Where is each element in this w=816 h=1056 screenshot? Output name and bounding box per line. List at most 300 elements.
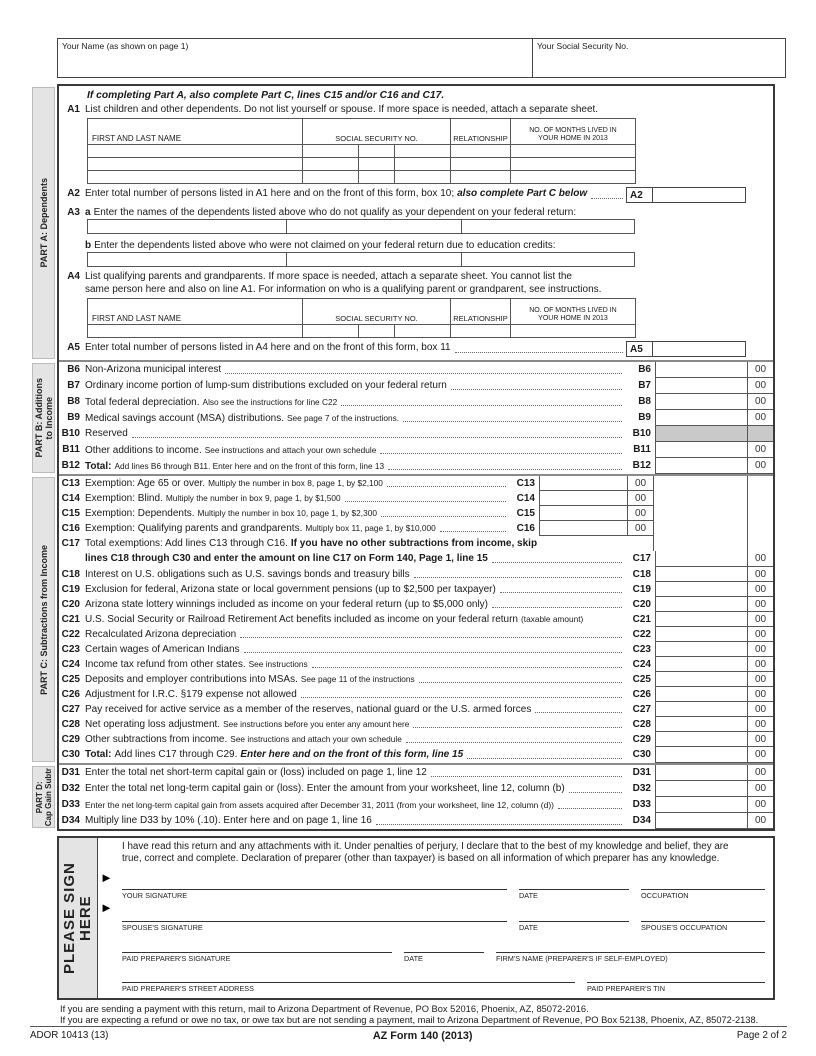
amount-input-c19[interactable] [655,582,747,597]
line-text: Multiply line D33 by 10% (.10). Enter here and on page 1, line 16 [85,815,372,826]
part-b-section [33,360,773,474]
col-header-relationship: RELATIONSHIP [451,119,511,145]
line-number: C18 [61,569,80,580]
row-c22 [59,627,773,642]
cents-label: 00 [747,551,773,567]
signature-row-4: PAID PREPARER'S STREET ADDRESS PAID PREPARER'S TIN [122,970,765,993]
line-number: A4 [67,271,80,282]
line-text: Reserved [85,428,128,439]
row-c20 [59,597,773,612]
line-ref: C21 [632,614,651,625]
line-text: Medical savings account (MSA) distributions. [85,413,284,424]
row-c28 [59,717,773,732]
cents-label: 00 [627,476,653,491]
line-text: Income tax refund from other states. [85,659,246,670]
row-b6 [59,362,773,378]
preparer-phone-line[interactable] [588,998,765,1000]
dotted-leader [419,672,622,683]
row-c17-line2 [59,551,773,567]
line-text: Arizona state lottery winnings included as income on your federal return (up to $5,000 only) [85,599,489,610]
line-number: B12 [61,460,80,471]
cents-label: 00 [747,410,773,426]
column-spacer [653,506,773,521]
ssn-cell[interactable] [303,158,359,171]
dotted-leader [451,378,622,390]
line-number: C17 [61,538,80,549]
amount-input-c18[interactable] [655,567,747,582]
line-text: same person here and also on line A1. For information on who is a qualifying parent or grandparent, see instructions. [85,284,602,295]
table-row [88,325,636,338]
dependent-name-input[interactable] [462,252,635,267]
amount-input-c28[interactable] [655,717,747,732]
part-a-intro: If completing Part A, also complete Part C, lines C15 and/or C16 and C17. [87,90,445,101]
row-c18 [59,567,773,582]
row-c13 [59,476,773,491]
table-row [88,158,636,171]
a2-entry-box [626,187,746,203]
table-row [88,145,636,158]
column-spacer [653,536,773,551]
line-note: Also see the instructions for line C22 [202,397,338,407]
line-number: D33 [61,799,80,810]
dotted-leader [387,476,506,487]
ssn-cell[interactable] [395,325,451,338]
row-c14 [59,491,773,506]
ssn-cell[interactable] [359,158,395,171]
row-c23 [59,642,773,657]
ssn-cell[interactable] [395,171,451,184]
line-number: B11 [62,444,80,455]
ssn-cell[interactable] [359,171,395,184]
occupation-line[interactable] [641,877,765,890]
line-number: B8 [67,396,80,407]
dotted-leader [225,362,622,374]
line-number: C30 [61,749,80,760]
amount-input-c29[interactable] [655,732,747,747]
your-signature-label: YOUR SIGNATURE [122,891,188,900]
cents-label: 00 [747,597,773,612]
line-text: Interest on U.S. obligations such as U.S. savings bonds and treasury bills [85,569,410,580]
row-d31 [59,765,773,781]
amount-input-c23[interactable] [655,642,747,657]
col-header-months: NO. OF MONTHS LIVED IN YOUR HOME IN 2013 [511,119,636,145]
ssn-cell[interactable] [395,145,451,158]
preparer-tin-line[interactable] [587,970,765,983]
line-text: Adjustment for I.R.C. §179 expense not allowed [85,689,297,700]
line-ref: B8 [638,396,651,407]
dotted-leader [431,765,622,777]
part-b-tab-label: PART B: Additions [33,378,44,458]
cents-label: 00 [747,362,773,378]
amount-input-c26[interactable] [655,687,747,702]
cents-label: 00 [747,378,773,394]
mailing-instructions [60,1004,758,1026]
line-number: C25 [61,674,80,685]
line-ref: C19 [632,584,651,595]
amount-input-c27[interactable] [655,702,747,717]
line-number: C29 [61,734,80,745]
line-text-bold: also complete Part C below [457,188,588,199]
ssn-cell[interactable] [303,325,359,338]
line-text: Exemption: Blind. [85,493,163,504]
cents-label: 00 [747,813,773,829]
footer-bar [30,1026,787,1042]
line-ref: C26 [632,689,651,700]
a3b-entry-row [87,252,635,267]
part-c-tab-label: PART C: Subtractions from Income [38,544,49,695]
cents-label: 00 [747,612,773,627]
line-text: Exemption: Qualifying parents and grandparents. [85,523,303,534]
dotted-leader [492,551,622,563]
line-text: Enter the names of the dependents listed above who do not qualify as your dependent on your federal return: [93,207,577,218]
row-b12 [59,458,773,474]
line-number: A1 [67,104,80,115]
amount-input-b9[interactable] [655,410,747,426]
relationship-cell[interactable] [451,145,511,158]
preparer-city-line[interactable] [122,998,382,1000]
line-note: See instructions before you enter any amount here [223,719,410,729]
line-text: List qualifying parents and grandparents. If more space is needed, attach a separate sheet. You cannot list the [85,271,572,282]
line-ref: C28 [632,719,651,730]
relationship-cell[interactable] [451,171,511,184]
line-ref: C17 [632,553,651,564]
amount-input-b8[interactable] [655,394,747,410]
your-signature-line[interactable] [122,877,507,890]
line-note: See instructions [248,659,308,669]
cents-label: 00 [747,458,773,474]
dotted-leader [376,813,622,825]
line-text: Enter total number of persons listed in A1 here and on the front of this form, box 10; [85,188,455,199]
line-ref: C27 [632,704,651,715]
amount-input-d33[interactable] [655,797,747,813]
line-text-bold: If you have no other subtractions from income, skip [290,538,538,549]
line-text: Enter the total net short-term capital gain or (loss) included on page 1, line 12 [85,767,427,778]
page-indicator: Page 2 of 2 [736,1030,787,1041]
a5-count-input[interactable] [653,342,745,356]
name-field-label: Your Name (as shown on page 1) [62,41,189,51]
line-text: Enter the net long-term capital gain from assets acquired after December 31, 2011 (from your worksheet, line 12, column (d)) [85,800,554,810]
dotted-leader [500,582,622,593]
dotted-leader [406,732,622,743]
line-ref: B9 [638,412,651,423]
cents-label: 00 [747,765,773,781]
cents-label: 00 [747,687,773,702]
row-c16 [59,521,773,536]
line-ref: D31 [632,767,651,778]
line-ref: A2 [627,188,653,202]
row-d34 [59,813,773,829]
line-ref: B12 [632,460,651,471]
dependents-table-a4 [87,298,636,338]
date-line[interactable] [519,877,629,890]
mail-refund-line: If you are expecting a refund or owe no tax, or owe tax but are not sending a payment, mail to Arizona Department of Revenue, PO Box 52138, Phoenix, AZ, 85072-2138. [60,1015,759,1025]
line-text: Exemption: Dependents. [85,508,195,519]
name-field[interactable] [58,39,533,77]
cents-label: 00 [747,747,773,763]
row-c30 [59,747,773,763]
amount-input-c14[interactable] [539,491,627,506]
signature-row-3: PAID PREPARER'S SIGNATURE DATE FIRM'S NAME (PREPARER'S IF SELF-EMPLOYED) [122,940,765,963]
part-a-section [38,86,773,360]
line-ref: D32 [632,783,651,794]
line-text-bold: lines C18 through C30 and enter the amount on line C17 on Form 140, Page 1, line 15 [85,553,488,564]
dependent-name-input[interactable] [87,252,287,267]
amount-input-c25[interactable] [655,672,747,687]
row-b9 [59,410,773,426]
col-header-ssn: SOCIAL SECURITY NO. [303,119,451,145]
cents-label: 00 [747,627,773,642]
line-text: Ordinary income portion of lump-sum distributions excluded on your federal return [85,380,447,391]
please-sign-here-tab [59,838,98,998]
line-text: Enter total number of persons listed in A4 here and on the front of this form, box 11 [85,342,451,353]
amount-input-b6[interactable] [655,362,747,378]
line-note: See instructions and attach your own schedule [230,734,402,744]
line-number: C14 [61,493,80,504]
dependent-name-input[interactable] [462,219,635,234]
amount-input-c13[interactable] [539,476,627,491]
line-ref: C29 [632,734,651,745]
spouse-occupation-line[interactable] [641,909,765,922]
cents-label: 00 [747,781,773,797]
part-b-tab: PART B: Additions to Income [32,363,55,473]
line-ref: C23 [632,644,651,655]
amount-input-c17[interactable] [655,551,747,567]
dotted-leader [414,567,622,578]
line-text: Other subtractions from income. [85,734,228,745]
line-note: Multiply the number in box 10, page 1, by $2,300 [197,508,377,518]
dotted-leader [301,687,622,698]
line-number: B7 [67,380,80,391]
line-number: A3 [67,207,80,218]
dependent-name-input[interactable] [87,219,287,234]
dotted-leader [341,394,622,406]
cents-label: 00 [747,394,773,410]
line-ref: C20 [632,599,651,610]
cents-label: 00 [747,642,773,657]
line-note: See instructions and attach your own schedule [204,445,377,455]
line-ref: D33 [632,799,651,810]
line-note: Multiply the number in box 9, page 1, by $1,500 [165,493,341,503]
ssn-cell[interactable] [303,171,359,184]
amount-input-d34[interactable] [655,813,747,829]
row-c21 [59,612,773,627]
please-sign-here-label: PLEASE SIGN HERE [61,862,94,974]
reserved-block [655,426,747,442]
months-cell[interactable] [511,171,636,184]
part-c-section [38,474,773,763]
part-d-tab: PART D: Cap Gain Subtr [32,766,55,828]
cents-label: 00 [747,672,773,687]
amount-input-b12[interactable] [655,458,747,474]
row-d33 [59,797,773,813]
form-number: ADOR 10413 (13) [30,1030,109,1041]
date-line[interactable] [404,940,484,953]
name-cell[interactable] [88,171,303,184]
name-cell[interactable] [88,158,303,171]
months-cell[interactable] [511,145,636,158]
amount-input-c20[interactable] [655,597,747,612]
dependent-name-input[interactable] [287,252,462,267]
line-ref: C22 [632,629,651,640]
row-a3a [59,206,773,219]
amount-input-b11[interactable] [655,442,747,458]
sign-arrow-icon: ► [100,870,113,885]
line-ref: C30 [632,749,651,760]
line-note: (taxable amount) [521,614,584,624]
line-number: C21 [61,614,80,625]
line-text: Enter the total net long-term capital gain or (loss). Enter the amount from your worksheet, line 12, column (b) [85,783,565,794]
dotted-leader [535,702,622,713]
line-text: List children and other dependents. Do not list yourself or spouse. If more space is needed, attach a separate sheet. [85,104,599,115]
dotted-leader [244,642,622,653]
sub-line-letter: b [85,240,92,251]
line-ref: A5 [627,342,653,356]
line-number: D32 [61,783,80,794]
cents-label: 00 [747,702,773,717]
mail-payment-line: If you are sending a payment with this return, mail to Arizona Department of Revenue, PO Box 52016, Phoenix, AZ, 85072-2016. [60,1004,589,1014]
row-c19 [59,582,773,597]
zip-line[interactable] [486,998,576,1000]
cents-label: 00 [747,582,773,597]
form-title: AZ Form 140 (2013) [372,1030,473,1042]
sub-line-letter: a [85,207,91,218]
name-cell[interactable] [88,145,303,158]
row-c26 [59,687,773,702]
line-text: Exclusion for federal, Arizona state or local government pensions (up to $2,500 per taxpayer) [85,584,496,595]
months-cell[interactable] [511,325,636,338]
row-b10 [59,426,773,442]
dotted-leader [240,627,622,638]
dotted-leader [569,781,622,793]
part-d-section [34,763,773,829]
state-line[interactable] [394,998,474,1000]
dotted-leader [380,442,622,454]
reserved-block [747,426,773,442]
row-a4 [59,270,773,283]
line-text: Net operating loss adjustment. [85,719,221,730]
table-row [88,171,636,184]
line-text-bold: Total: [85,461,112,472]
line-number: A2 [67,188,80,199]
col-header-name: FIRST AND LAST NAME [88,119,303,145]
form-body [33,84,775,831]
amount-input-d31[interactable] [655,765,747,781]
ssn-cell[interactable] [359,325,395,338]
ssn-cell[interactable] [303,145,359,158]
row-a1 [59,103,773,116]
column-spacer [653,491,773,506]
dotted-leader [132,426,622,438]
ssn-field-label: Your Social Security No. [537,41,629,51]
dotted-leader [467,747,622,759]
relationship-cell[interactable] [451,158,511,171]
line-text: Add lines C17 through C29. [114,749,238,760]
ssn-field[interactable] [533,39,785,77]
cents-label: 00 [627,491,653,506]
amount-input-d32[interactable] [655,781,747,797]
line-ref: B6 [638,364,651,375]
amount-input-c24[interactable] [655,657,747,672]
signature-row-1: YOUR SIGNATURE DATE OCCUPATION [122,877,765,900]
preparer-street-line[interactable] [122,970,575,983]
date-line[interactable] [519,909,629,922]
line-text: Total exemptions: Add lines C13 through C16. [85,538,288,549]
row-a4-cont [59,283,773,296]
line-number: C23 [61,644,80,655]
dotted-leader [312,657,622,668]
line-number: B6 [67,364,80,375]
col-header-name: FIRST AND LAST NAME [88,299,303,325]
col-header-ssn: SOCIAL SECURITY NO. [303,299,451,325]
line-number: C15 [61,508,80,519]
amount-input-b7[interactable] [655,378,747,394]
row-c15 [59,506,773,521]
dotted-leader [455,340,623,353]
line-text: Total federal depreciation. [85,397,200,408]
line-number: A5 [67,342,80,353]
dotted-leader [440,521,506,532]
ssn-cell[interactable] [395,158,451,171]
signature-section [57,836,775,1000]
row-b7 [59,378,773,394]
line-number: C26 [61,689,80,700]
dotted-leader [413,717,622,728]
cents-label: 00 [627,521,653,536]
amount-input-c16[interactable] [539,521,627,536]
line-ref: C14 [516,493,535,504]
sign-arrow-icon: ► [100,900,113,915]
taxpayer-header-box [57,38,786,78]
a2-count-input[interactable] [653,188,745,202]
line-number: D34 [61,815,80,826]
months-cell[interactable] [511,158,636,171]
line-text: Enter the dependents listed above who were not claimed on your federal return due to education credits: [94,240,556,251]
line-note: Multiply box 11, page 1, by $10,000 [305,523,436,533]
line-ref: C24 [632,659,651,670]
spouse-signature-line[interactable] [122,909,507,922]
amount-input-c30[interactable] [655,747,747,763]
line-number: C27 [61,704,80,715]
name-cell[interactable] [88,325,303,338]
line-text: Exemption: Age 65 or over. [85,478,206,489]
dotted-leader [558,797,622,809]
row-c25 [59,672,773,687]
line-note: See page 11 of the instructions [300,674,415,684]
amount-input-c15[interactable] [539,506,627,521]
line-ref: D34 [632,815,651,826]
firm-name-line[interactable] [496,940,765,953]
ssn-cell[interactable] [359,145,395,158]
line-number: C13 [61,478,80,489]
dotted-leader [591,186,623,199]
cents-label: 00 [627,506,653,521]
dependent-name-input[interactable] [287,219,462,234]
amount-input-c22[interactable] [655,627,747,642]
perjury-declaration: I have read this return and any attachments with it. Under penalties of perjury, I declare that to the best of my knowledge and belief, they are true, correct and complete. Declaration of preparer (other than taxpayer) is based on all information of which preparer has any knowledge. [122,841,729,864]
arrow-column [98,838,122,998]
amount-input-c21[interactable] [655,612,747,627]
line-number: C20 [61,599,80,610]
row-b8 [59,394,773,410]
preparer-signature-line[interactable] [122,940,392,953]
row-a2 [59,186,773,203]
relationship-cell[interactable] [451,325,511,338]
dependents-table-a1 [87,118,636,184]
cents-label: 00 [747,797,773,813]
row-c24 [59,657,773,672]
row-a3b [59,239,773,252]
line-ref: C15 [516,508,535,519]
